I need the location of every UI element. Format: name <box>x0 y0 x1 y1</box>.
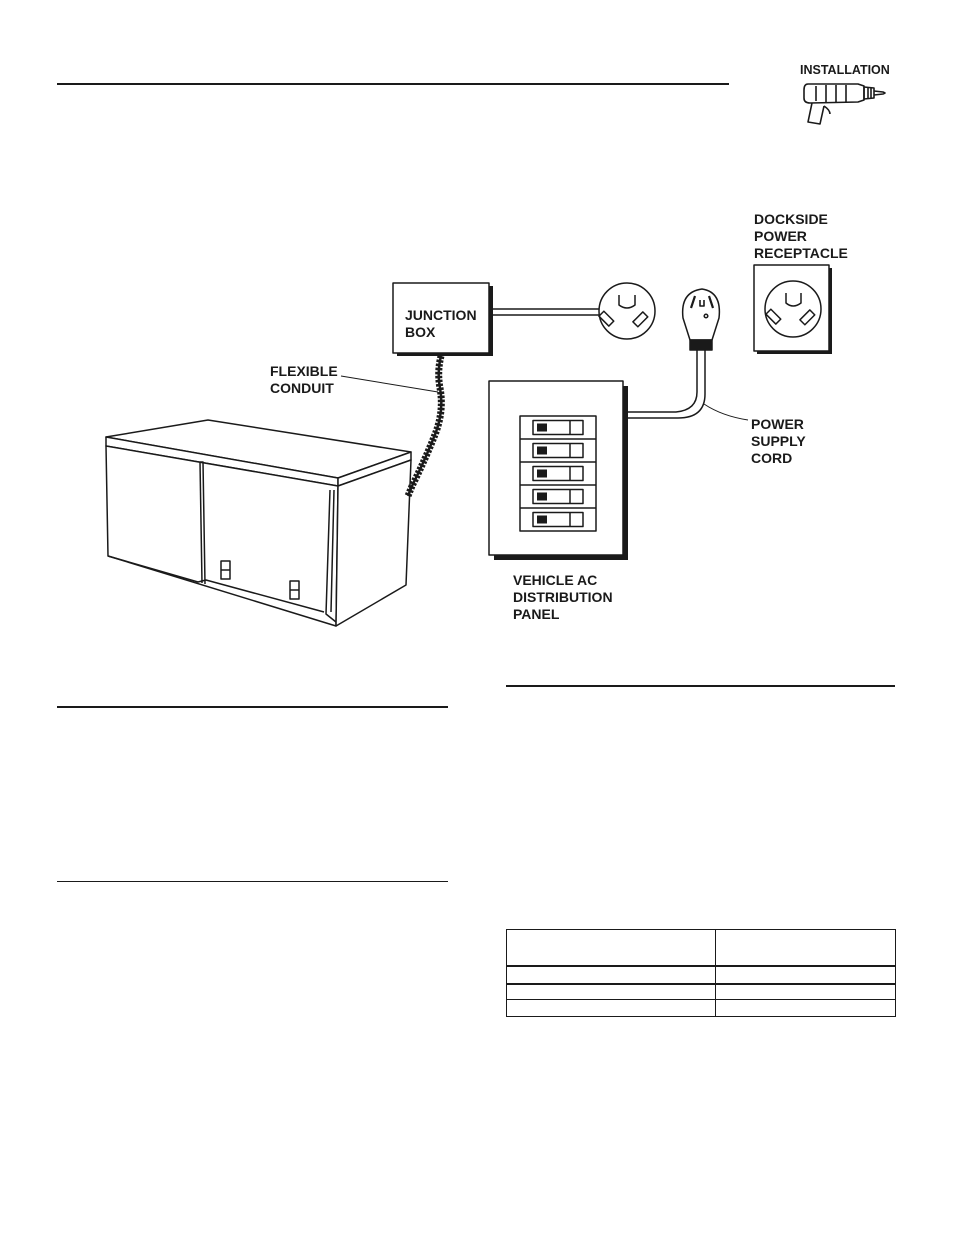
junction-box-cord <box>489 309 601 315</box>
vehicle-ac-distribution-panel <box>489 381 628 560</box>
power-supply-cord <box>626 350 705 418</box>
breaker-toggle <box>537 447 547 455</box>
table-row-divider <box>507 999 895 1000</box>
dockside-power-receptacle <box>754 265 832 354</box>
section-rule-right <box>506 685 895 687</box>
table-row-divider <box>507 983 895 985</box>
breaker-toggle <box>537 516 547 524</box>
generator-enclosure <box>106 420 411 626</box>
power-supply-cord-label: POWER SUPPLY CORD <box>751 416 806 466</box>
section-rule-left-top <box>57 706 448 708</box>
flexible-conduit <box>408 356 441 496</box>
installation-badge-label: INSTALLATION <box>800 63 890 77</box>
junction-box-label: JUNCTION BOX <box>405 307 477 340</box>
flexible-conduit-leader <box>341 376 438 392</box>
breaker-toggle <box>537 493 547 501</box>
section-rule-left-bottom <box>57 881 448 882</box>
breaker-toggle <box>537 424 547 432</box>
vehicle-ac-distribution-panel-label: VEHICLE AC DISTRIBUTION PANEL <box>513 572 613 622</box>
breaker-toggle <box>537 470 547 478</box>
inlet-receptacle <box>599 283 655 339</box>
flexible-conduit-label: FLEXIBLE CONDUIT <box>270 363 338 396</box>
table-column-divider <box>715 930 716 1016</box>
power-plug <box>683 289 720 350</box>
dockside-power-receptacle-label: DOCKSIDE POWER RECEPTACLE <box>754 211 848 261</box>
table-row-divider <box>507 965 895 967</box>
power-supply-cord-leader <box>704 404 748 420</box>
data-table <box>506 929 896 1017</box>
